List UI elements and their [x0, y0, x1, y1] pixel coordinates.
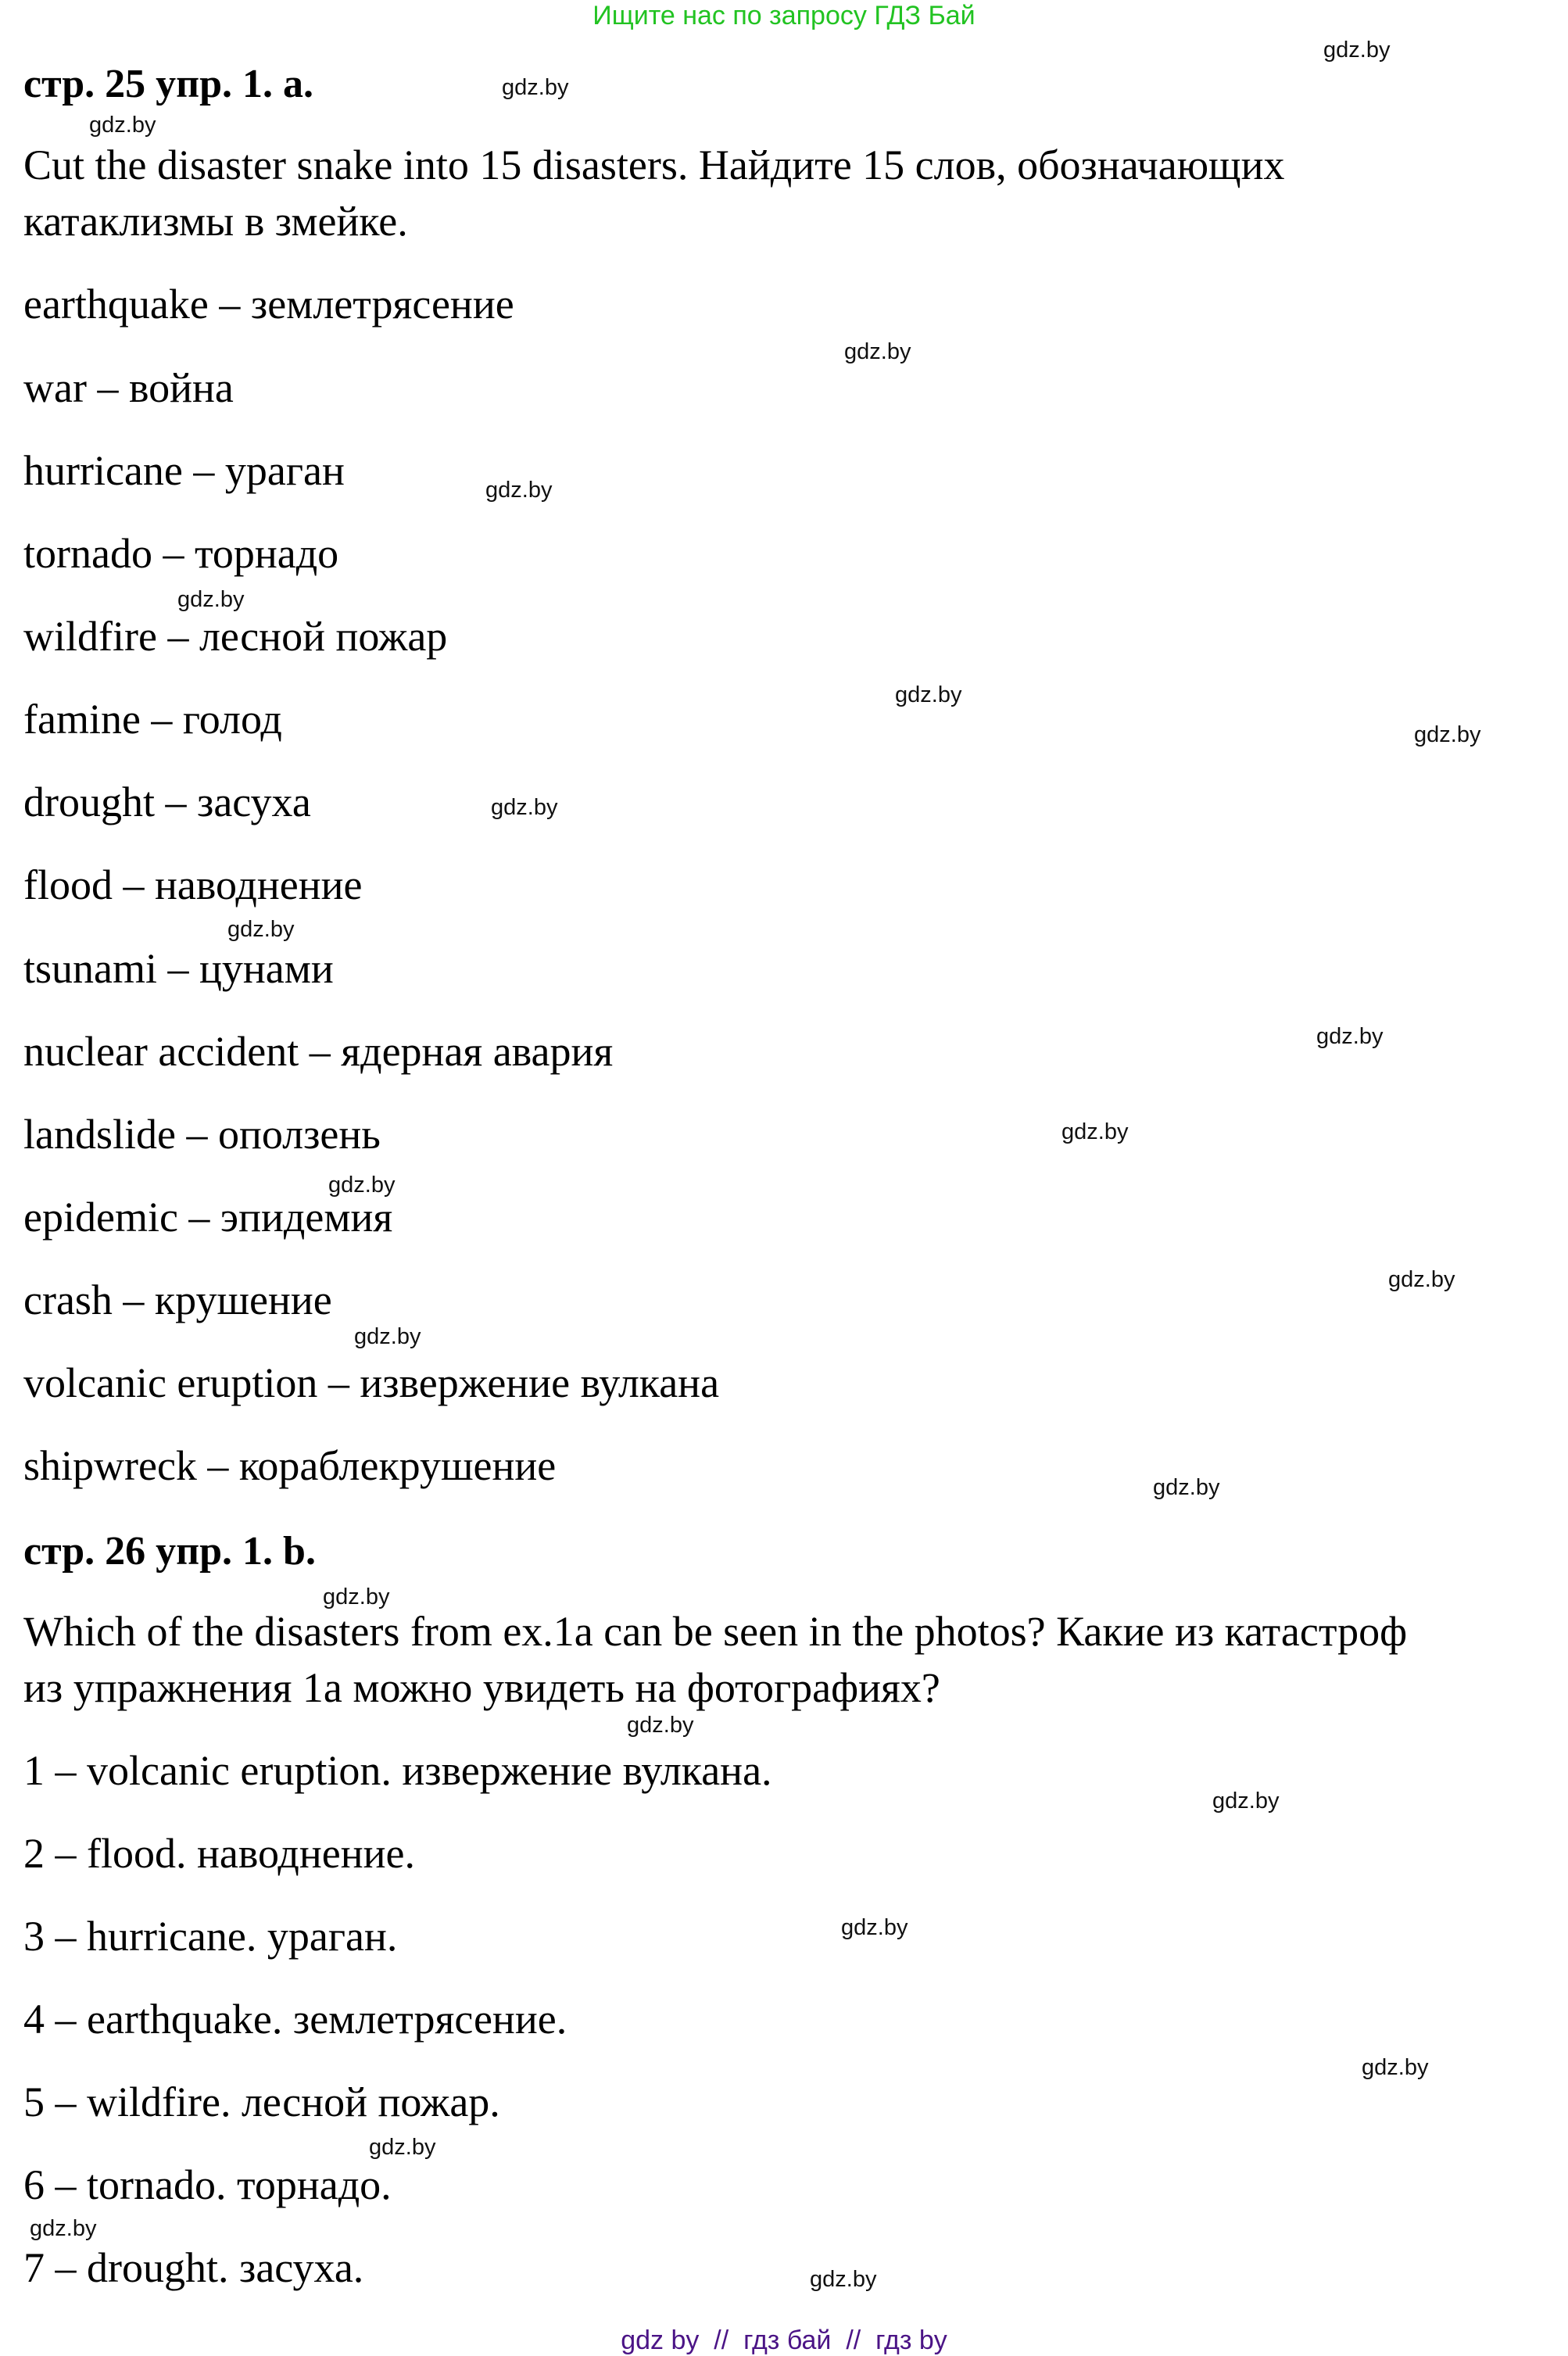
watermark: gdz.by	[627, 1713, 694, 1738]
watermark: gdz.by	[89, 113, 156, 138]
watermark: gdz.by	[844, 339, 911, 364]
list-item: earthquake – землетрясение	[23, 281, 514, 328]
watermark: gdz.by	[1414, 722, 1481, 747]
answer-item: 4 – earthquake. землетрясение.	[23, 1996, 567, 2043]
section-b-heading: стр. 26 упр. 1. b.	[23, 1529, 316, 1574]
watermark: gdz.by	[177, 587, 245, 612]
watermark: gdz.by	[30, 2216, 97, 2241]
list-item: shipwreck – кораблекрушение	[23, 1442, 557, 1489]
watermark: gdz.by	[841, 1915, 908, 1940]
watermark: gdz.by	[485, 478, 553, 503]
watermark: gdz.by	[1316, 1024, 1384, 1049]
watermark: gdz.by	[491, 795, 558, 820]
watermark: gdz.by	[810, 2267, 877, 2292]
section-b-instruction-line1: Which of the disasters from ex.1a can be seen in the photos? Какие из катастроф	[23, 1608, 1408, 1655]
list-item: nuclear accident – ядерная авария	[23, 1028, 614, 1075]
watermark: gdz.by	[1362, 2055, 1429, 2080]
search-banner[interactable]: Ищите нас по запросу ГДЗ Бай	[592, 1, 976, 30]
list-item: crash – крушение	[23, 1276, 332, 1323]
answer-item: 5 – wildfire. лесной пожар.	[23, 2079, 500, 2125]
watermark: gdz.by	[502, 75, 569, 100]
watermark: gdz.by	[1323, 38, 1391, 63]
watermark: gdz.by	[323, 1584, 390, 1609]
watermark: gdz.by	[1153, 1475, 1220, 1500]
watermark: gdz.by	[227, 917, 295, 942]
list-item: epidemic – эпидемия	[23, 1194, 393, 1241]
list-item: hurricane – ураган	[23, 447, 345, 494]
answer-item: 2 – flood. наводнение.	[23, 1830, 416, 1877]
section-a-instruction-line2: катаклизмы в змейке.	[23, 198, 408, 245]
list-item: war – война	[23, 364, 234, 411]
section-a-instruction-line1: Cut the disaster snake into 15 disasters. Найдите 15 слов, обозначающих	[23, 141, 1285, 188]
list-item: drought – засуха	[23, 779, 311, 825]
watermark: gdz.by	[369, 2135, 436, 2160]
section-a-heading: стр. 25 упр. 1. a.	[23, 62, 314, 106]
watermark: gdz.by	[354, 1324, 421, 1349]
answer-item: 6 – tornado. торнадо.	[23, 2161, 392, 2208]
section-b-instruction-line2: из упражнения 1a можно увидеть на фотографиях?	[23, 1664, 940, 1711]
list-item: famine – голод	[23, 696, 282, 743]
list-item: wildfire – лесной пожар	[23, 613, 448, 660]
footer-links[interactable]: gdz by // гдз бай // гдз by	[621, 2326, 947, 2355]
watermark: gdz.by	[1212, 1788, 1280, 1814]
list-item: volcanic eruption – извержение вулкана	[23, 1359, 720, 1406]
list-item: landslide – оползень	[23, 1111, 381, 1158]
watermark: gdz.by	[895, 682, 962, 707]
answer-item: 3 – hurricane. ураган.	[23, 1913, 398, 1960]
watermark: gdz.by	[1388, 1267, 1455, 1292]
watermark: gdz.by	[328, 1173, 396, 1198]
watermark: gdz.by	[1061, 1119, 1129, 1144]
answer-item: 1 – volcanic eruption. извержение вулкана.	[23, 1747, 772, 1794]
list-item: tornado – торнадо	[23, 530, 339, 577]
answer-item: 7 – drought. засуха.	[23, 2244, 364, 2291]
list-item: tsunami – цунами	[23, 945, 334, 992]
list-item: flood – наводнение	[23, 861, 363, 908]
